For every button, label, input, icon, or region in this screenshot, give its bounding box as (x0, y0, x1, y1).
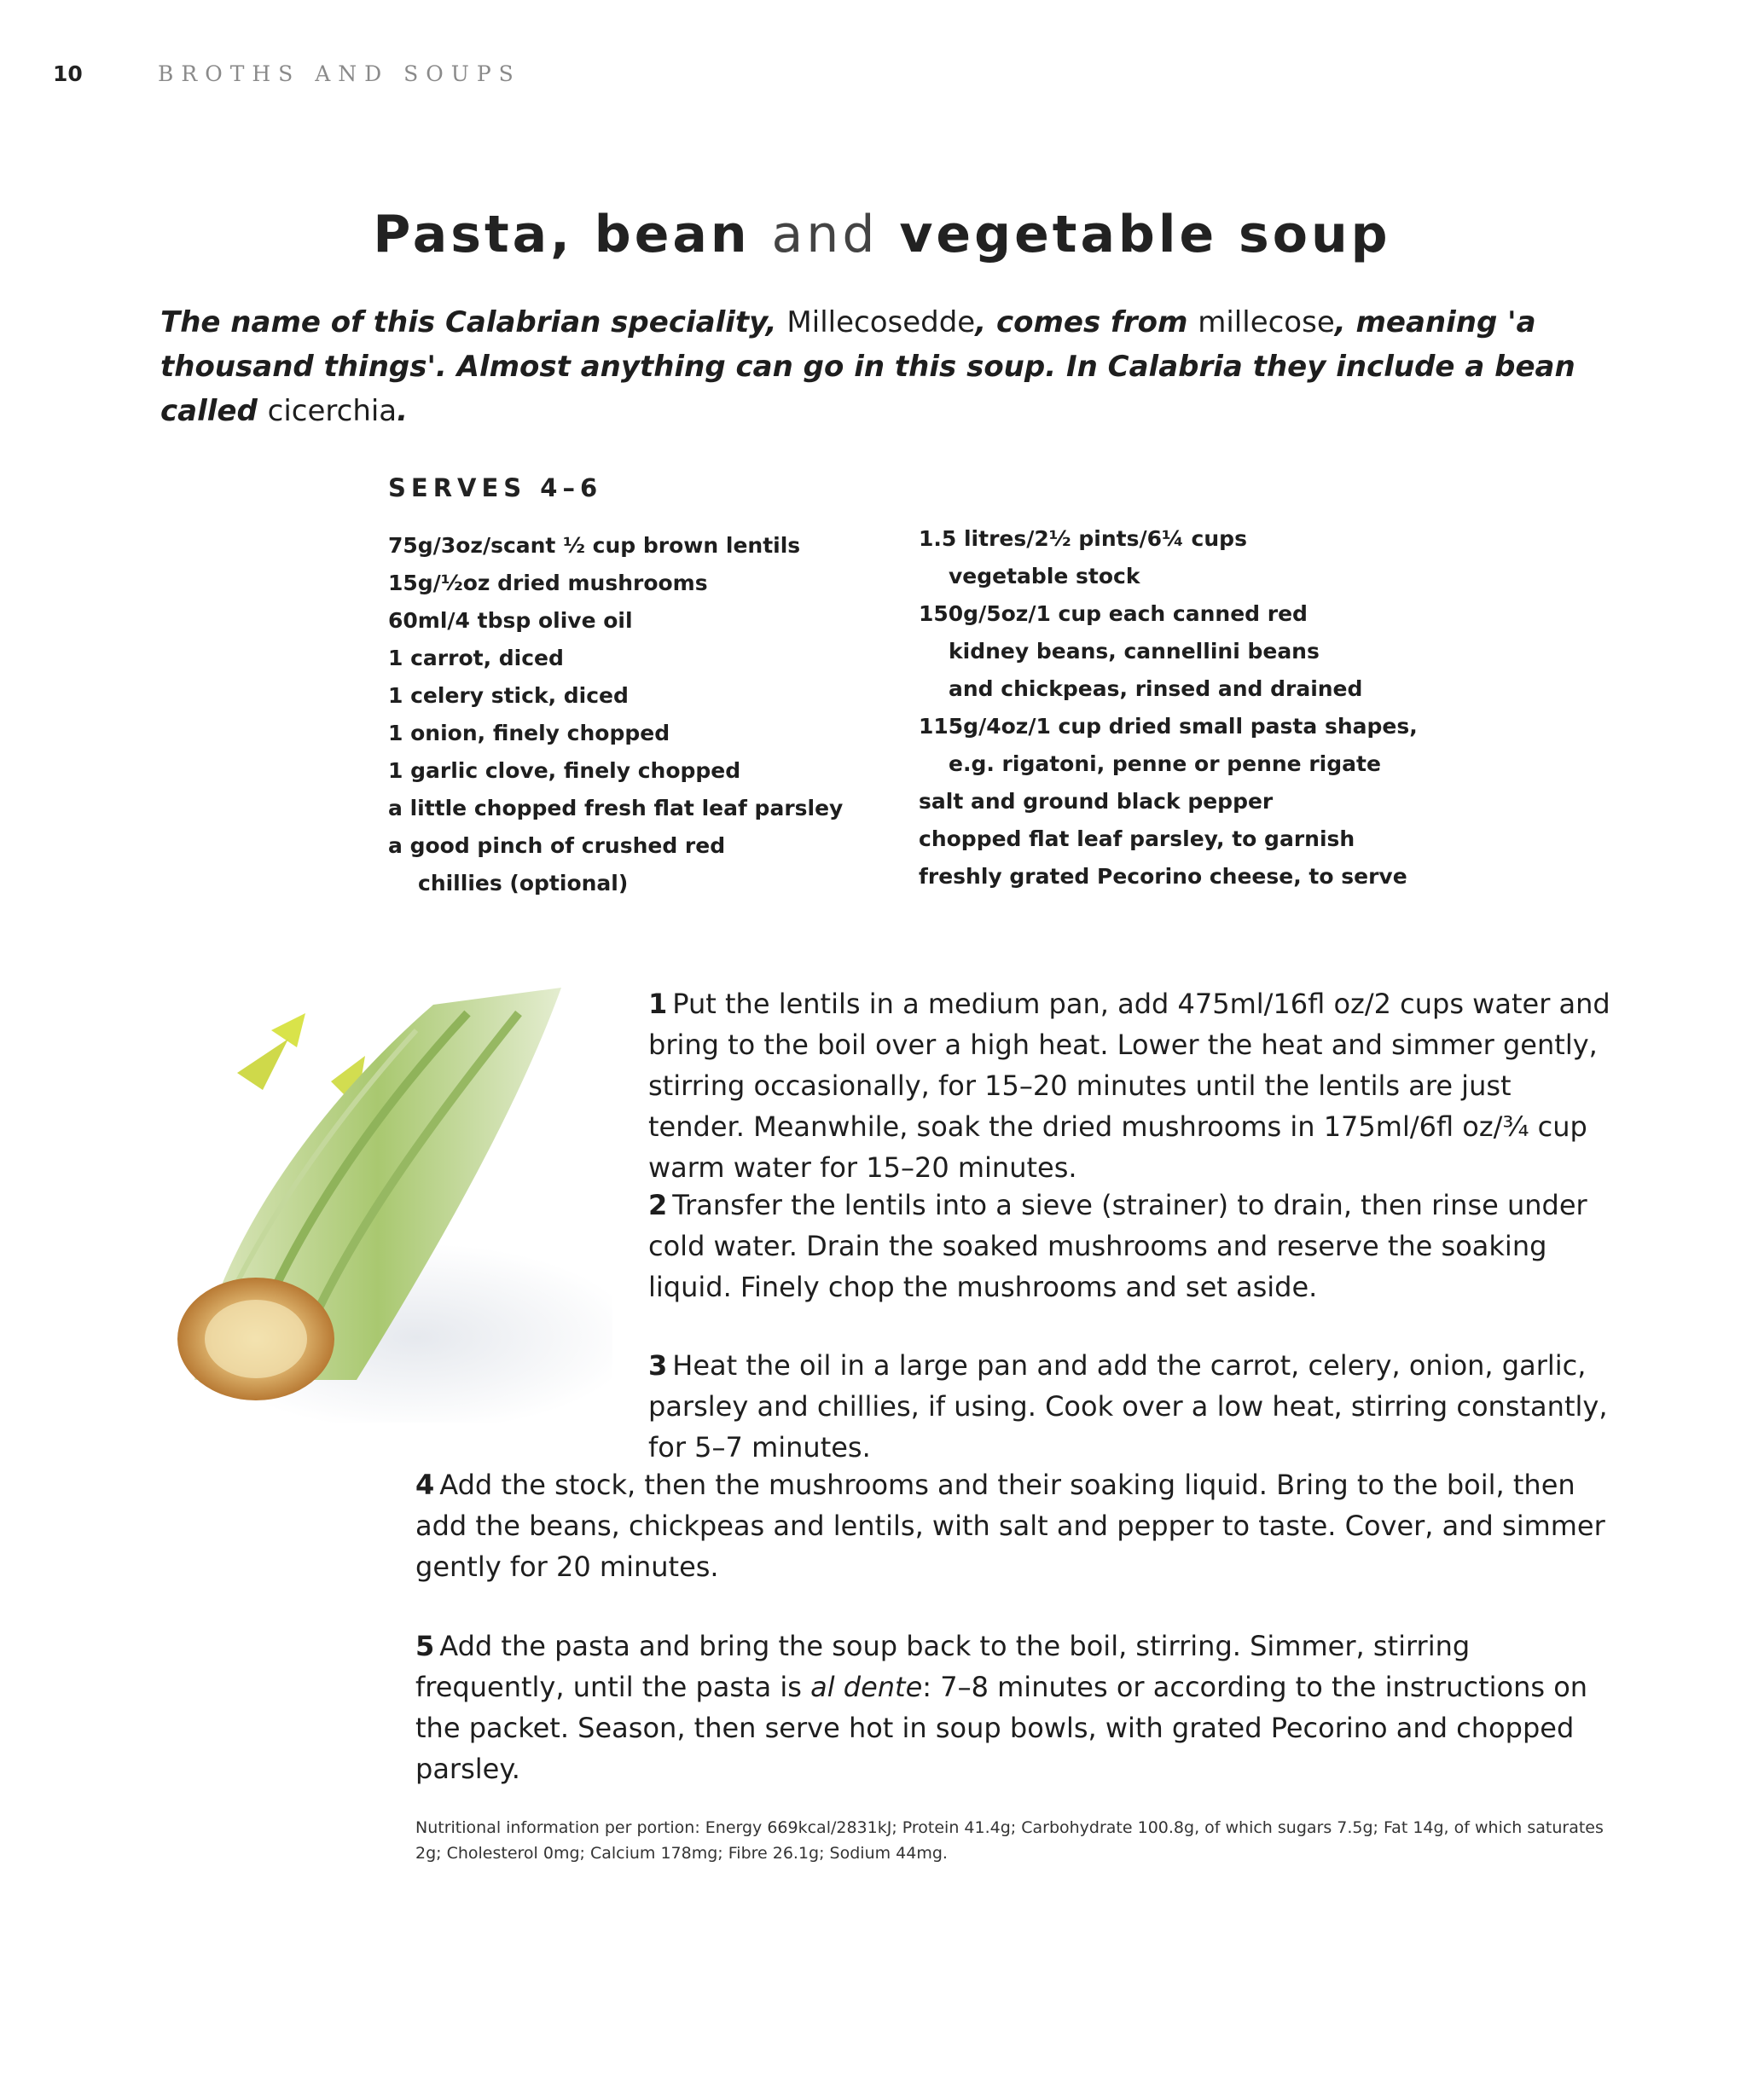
step-text: : 7–8 minutes or according to the instructions on the packet. Season, then serve hot in soup bowls, with grated Pecorino and chopped parsley. (415, 1671, 1588, 1785)
intro-term: millecose (1198, 305, 1335, 339)
method-step-5 (415, 1626, 1612, 1789)
ingredient-item: chillies (optional) (418, 871, 629, 896)
ingredient-item: kidney beans, cannellini beans (949, 639, 1320, 664)
step-text: Heat the oil in a large pan and add the carrot, celery, onion, garlic, parsley and chillies, if using. Cook over a low heat, stirring constantly, for 5–7 minutes. (648, 1349, 1608, 1464)
ingredient-item: freshly grated Pecorino cheese, to serve (919, 864, 1407, 889)
ingredient-item: vegetable stock (949, 564, 1140, 588)
ingredient-item: 1.5 litres/2½ pints/6¼ cups (919, 526, 1247, 551)
ingredient-item: 150g/5oz/1 cup each canned red (919, 601, 1308, 626)
title-part-1: Pasta, bean (373, 205, 751, 264)
ingredient-item: 1 carrot, diced (388, 646, 564, 670)
root-core (205, 1300, 307, 1378)
intro-text: , meaning 'a thousand things'. Almost anything can go in this soup. In Calabria they include a bean called (160, 305, 1575, 428)
intro-text: The name of this Calabrian speciality, (160, 305, 787, 339)
step-text: Transfer the lentils into a sieve (strainer) to drain, then rinse under cold water. Drain the soaked mushrooms and reserve the soaking liquid. Finely chop the mushrooms and set aside. (648, 1189, 1587, 1303)
celery-illustration (160, 979, 612, 1423)
recipe-title (0, 205, 1764, 264)
ingredient-item: 115g/4oz/1 cup dried small pasta shapes, (919, 714, 1418, 739)
ingredients-right (919, 520, 1448, 896)
ingredient-item: and chickpeas, rinsed and drained (949, 676, 1363, 701)
ingredient-item: 15g/½oz dried mushrooms (388, 571, 708, 595)
step-number: 3 (648, 1349, 668, 1382)
step-term: al dente (810, 1671, 923, 1703)
step-text: Add the stock, then the mushrooms and their soaking liquid. Bring to the boil, then add the beans, chickpeas and lentils, with salt and pepper to taste. Cover, and simmer gently for 20 minutes. (415, 1469, 1605, 1583)
intro-term: Millecosedde (786, 305, 976, 339)
ingredient-item: 1 garlic clove, finely chopped (388, 758, 741, 783)
method-step-3 (648, 1345, 1612, 1468)
ingredient-item: e.g. rigatoni, penne or penne rigate (949, 751, 1381, 776)
leaf (271, 1013, 305, 1047)
method-step-4 (415, 1464, 1612, 1587)
ingredient-item: 1 onion, finely chopped (388, 721, 670, 745)
step-number: 4 (415, 1469, 435, 1501)
intro-term: cicerchia (267, 394, 397, 428)
ingredient-item: 1 celery stick, diced (388, 683, 629, 708)
recipe-intro (160, 300, 1602, 433)
ingredient-item: 60ml/4 tbsp olive oil (388, 608, 633, 633)
method-step-2 (648, 1185, 1612, 1307)
leaf (237, 1039, 288, 1090)
step-number: 1 (648, 988, 668, 1020)
title-part-2: and (771, 205, 879, 264)
ingredient-item: a good pinch of crushed red (388, 833, 726, 858)
step-text: Put the lentils in a medium pan, add 475ml/16fl oz/2 cups water and bring to the boil over a high heat. Lower the heat and simmer gently, stirring occasionally, for 15–20 minutes until the lentils are just tender. Meanwhile, soak the dried mushrooms in 175ml/6fl oz/¾ cup warm water for 15–20 minutes. (648, 988, 1610, 1184)
step-text: Add the pasta and bring the soup back to the boil, stirring. Simmer, stirring frequently, until the pasta is (415, 1630, 1471, 1703)
serves-heading: SERVES 4–6 (388, 473, 603, 502)
nutrition-info: Nutritional information per portion: Energy 669kcal/2831kJ; Protein 41.4g; Carbohydrate 100.8g, of which sugars 7.5g; Fat 14g, of which saturates 2g; Cholesterol 0mg; Calcium 178mg; Fibre 26.1g; Sodium 44mg. (415, 1818, 1604, 1863)
ingredients-left (388, 527, 866, 902)
title-part-3: vegetable soup (899, 205, 1391, 264)
celery-photo (160, 979, 612, 1423)
running-head: BROTHS AND SOUPS (158, 61, 521, 86)
intro-text: , comes from (975, 305, 1198, 339)
ingredient-item: a little chopped fresh flat leaf parsley (388, 796, 844, 820)
ingredient-item: chopped flat leaf parsley, to garnish (919, 826, 1355, 851)
step-number: 5 (415, 1630, 435, 1662)
page-number: 10 (53, 61, 83, 86)
method-step-1 (648, 983, 1612, 1188)
intro-text: . (397, 394, 409, 428)
ingredient-item: salt and ground black pepper (919, 789, 1274, 814)
ingredient-item: 75g/3oz/scant ½ cup brown lentils (388, 533, 801, 558)
step-number: 2 (648, 1189, 668, 1221)
